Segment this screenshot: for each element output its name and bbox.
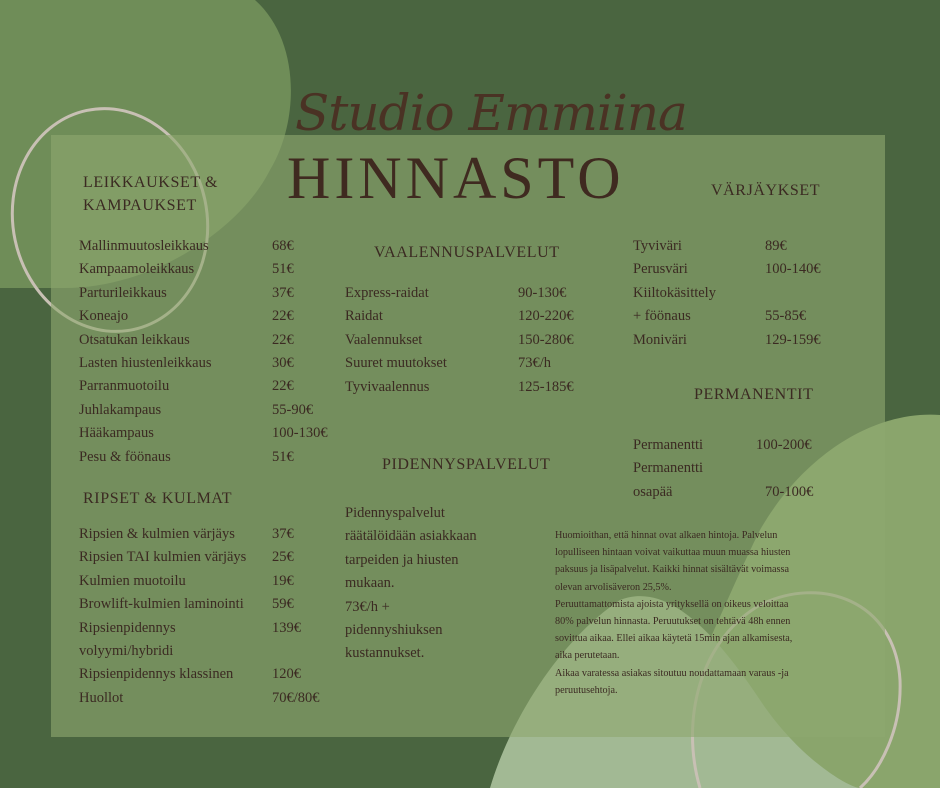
list-item bbox=[79, 617, 339, 640]
text-line: Pidennyspalvelut bbox=[345, 505, 445, 521]
item-name: osapää bbox=[633, 483, 673, 500]
note-line: aika perutetaan. bbox=[555, 650, 620, 662]
terms-note bbox=[555, 527, 845, 699]
item-price: 70€/80€ bbox=[272, 689, 320, 706]
list-item bbox=[79, 523, 339, 546]
item-name: Kiiltokäsittely bbox=[633, 284, 716, 301]
item-name: Perusväri bbox=[633, 261, 688, 278]
item-price: 120-220€ bbox=[518, 308, 574, 325]
list-item bbox=[633, 258, 863, 281]
item-name: Kulmien muotoilu bbox=[79, 572, 186, 589]
note-line: sovittua aikaa. Ellei aikaa käytetä 15min ajan alkamisesta, bbox=[555, 633, 793, 645]
list-item bbox=[79, 422, 339, 445]
note-line: lopulliseen hintaan voivat vaikuttaa muun muassa hiusten bbox=[555, 547, 791, 559]
item-price: 37€ bbox=[272, 284, 294, 301]
item-price: 100-130€ bbox=[272, 425, 328, 442]
list-item bbox=[633, 282, 863, 305]
page-title: HINNASTO bbox=[287, 145, 625, 211]
list-item bbox=[79, 546, 339, 569]
list-item bbox=[345, 305, 595, 328]
list-item bbox=[79, 375, 339, 398]
item-price: 125-185€ bbox=[518, 378, 574, 395]
list-item bbox=[79, 329, 339, 352]
list-leikkaukset bbox=[79, 235, 339, 469]
list-item bbox=[79, 593, 339, 616]
text-line: 73€/h + bbox=[345, 598, 390, 615]
item-name: Raidat bbox=[345, 308, 383, 325]
item-name: Moniväri bbox=[633, 331, 687, 348]
list-permanentit bbox=[633, 434, 863, 504]
item-price: 70-100€ bbox=[765, 483, 814, 500]
list-item bbox=[633, 457, 863, 480]
item-name: Ripsien & kulmien värjäys bbox=[79, 526, 235, 542]
heading-vaalennus: VAALENNUSPALVELUT bbox=[374, 244, 560, 261]
list-item bbox=[345, 376, 595, 399]
item-price: 22€ bbox=[272, 378, 294, 395]
note-line: Aikaa varatessa asiakas sitoutuu noudattamaan varaus -ja bbox=[555, 667, 789, 679]
item-name: Tyviväri bbox=[633, 238, 682, 254]
note-line: Peruuttamattomista ajoista yrityksellä on oikeus veloittaa bbox=[555, 598, 789, 610]
item-price: 22€ bbox=[272, 308, 294, 325]
item-name: Express-raidat bbox=[345, 285, 429, 301]
heading-line: KAMPAUKSET bbox=[83, 197, 197, 214]
item-name: Browlift-kulmien laminointi bbox=[79, 596, 244, 613]
heading-leikkaukset bbox=[83, 171, 218, 217]
note-line: 80% palvelun hinnasta. Peruutukset on tehtävä 48h ennen bbox=[555, 616, 791, 628]
item-price: 59€ bbox=[272, 596, 294, 613]
item-name: Ripsienpidennys bbox=[79, 619, 176, 636]
item-name: Lasten hiustenleikkaus bbox=[79, 354, 212, 371]
item-price: 51€ bbox=[272, 448, 294, 465]
list-item bbox=[79, 640, 339, 663]
note-line: Huomioithan, että hinnat ovat alkaen hintoja. Palvelun bbox=[555, 530, 778, 541]
list-item bbox=[633, 305, 863, 328]
note-line: paksuus ja lisäpalvelut. Kaikki hinnat sisältävät voimassa bbox=[555, 564, 789, 576]
list-vaalennus bbox=[345, 282, 595, 399]
list-item bbox=[79, 258, 339, 281]
item-name: Ripsienpidennys klassinen bbox=[79, 666, 234, 683]
item-name: Permanentti bbox=[633, 437, 704, 453]
list-item bbox=[79, 399, 339, 422]
item-price: 139€ bbox=[272, 619, 301, 636]
list-item bbox=[633, 329, 863, 352]
item-name: Kampaamoleikkaus bbox=[79, 261, 195, 278]
item-name: Koneajo bbox=[79, 308, 129, 325]
list-item bbox=[79, 687, 339, 710]
item-name: Huollot bbox=[79, 689, 124, 706]
item-price: 120€ bbox=[272, 666, 301, 683]
list-item bbox=[633, 481, 863, 504]
item-name: Otsatukan leikkaus bbox=[79, 331, 190, 348]
list-item bbox=[79, 663, 339, 686]
list-item bbox=[633, 235, 863, 258]
note-line: olevan arvolisäveron 25,5%. bbox=[555, 581, 672, 593]
item-name: Permanentti bbox=[633, 460, 704, 477]
item-price: 19€ bbox=[272, 572, 294, 589]
text-line: kustannukset. bbox=[345, 645, 425, 662]
text-line: räätälöidään asiakkaan bbox=[345, 528, 477, 545]
item-price: 51€ bbox=[272, 261, 294, 278]
item-price: 89€ bbox=[765, 238, 787, 254]
item-name: Hääkampaus bbox=[79, 425, 154, 442]
heading-ripset: RIPSET & KULMAT bbox=[83, 490, 233, 507]
item-price: 100-200€ bbox=[756, 437, 812, 453]
item-price: 100-140€ bbox=[765, 261, 821, 278]
item-name: + föönaus bbox=[633, 308, 691, 325]
item-price: 129-159€ bbox=[765, 331, 821, 348]
list-item bbox=[79, 570, 339, 593]
text-line: pidennyshiuksen bbox=[345, 621, 443, 638]
list-item bbox=[345, 329, 595, 352]
list-item bbox=[633, 434, 863, 457]
item-name: Tyvivaalennus bbox=[345, 378, 430, 395]
item-name: Mallinmuutosleikkaus bbox=[79, 238, 209, 254]
item-price: 68€ bbox=[272, 238, 294, 254]
heading-varjaykset: VÄRJÄYKSET bbox=[711, 182, 821, 199]
item-price: 55-85€ bbox=[765, 308, 807, 325]
item-name: Pesu & föönaus bbox=[79, 448, 171, 465]
note-line: peruutusehtoja. bbox=[555, 684, 618, 696]
item-price: 25€ bbox=[272, 549, 294, 566]
item-price: 90-130€ bbox=[518, 285, 567, 301]
list-varjaykset bbox=[633, 235, 863, 352]
heading-line: LEIKKAUKSET & bbox=[83, 174, 219, 191]
list-ripset bbox=[79, 523, 339, 710]
text-line: tarpeiden ja hiusten bbox=[345, 551, 459, 568]
heading-permanentit: PERMANENTIT bbox=[694, 386, 814, 403]
list-item bbox=[79, 446, 339, 469]
item-name: Juhlakampaus bbox=[79, 401, 162, 418]
brand-logo: Studio Emmiina bbox=[295, 84, 687, 142]
list-item bbox=[79, 235, 339, 258]
item-name: Vaalennukset bbox=[345, 331, 423, 348]
item-price: 30€ bbox=[272, 354, 294, 371]
item-name: Parranmuotoilu bbox=[79, 378, 170, 395]
list-item bbox=[79, 352, 339, 375]
list-item bbox=[345, 352, 595, 375]
item-name: Suuret muutokset bbox=[345, 355, 447, 372]
item-price: 55-90€ bbox=[272, 401, 314, 418]
list-item bbox=[345, 282, 595, 305]
item-price: 150-280€ bbox=[518, 331, 574, 348]
text-line: mukaan. bbox=[345, 575, 395, 592]
list-item bbox=[79, 305, 339, 328]
item-price: 22€ bbox=[272, 331, 294, 348]
list-item bbox=[79, 282, 339, 305]
item-name: Parturileikkaus bbox=[79, 284, 167, 301]
item-name: volyymi/hybridi bbox=[79, 642, 174, 659]
item-price: 73€/h bbox=[518, 355, 552, 372]
item-name: Ripsien TAI kulmien värjäys bbox=[79, 549, 247, 566]
pidennys-text bbox=[345, 502, 477, 666]
heading-pidennys: PIDENNYSPALVELUT bbox=[382, 456, 551, 473]
item-price: 37€ bbox=[272, 526, 294, 542]
